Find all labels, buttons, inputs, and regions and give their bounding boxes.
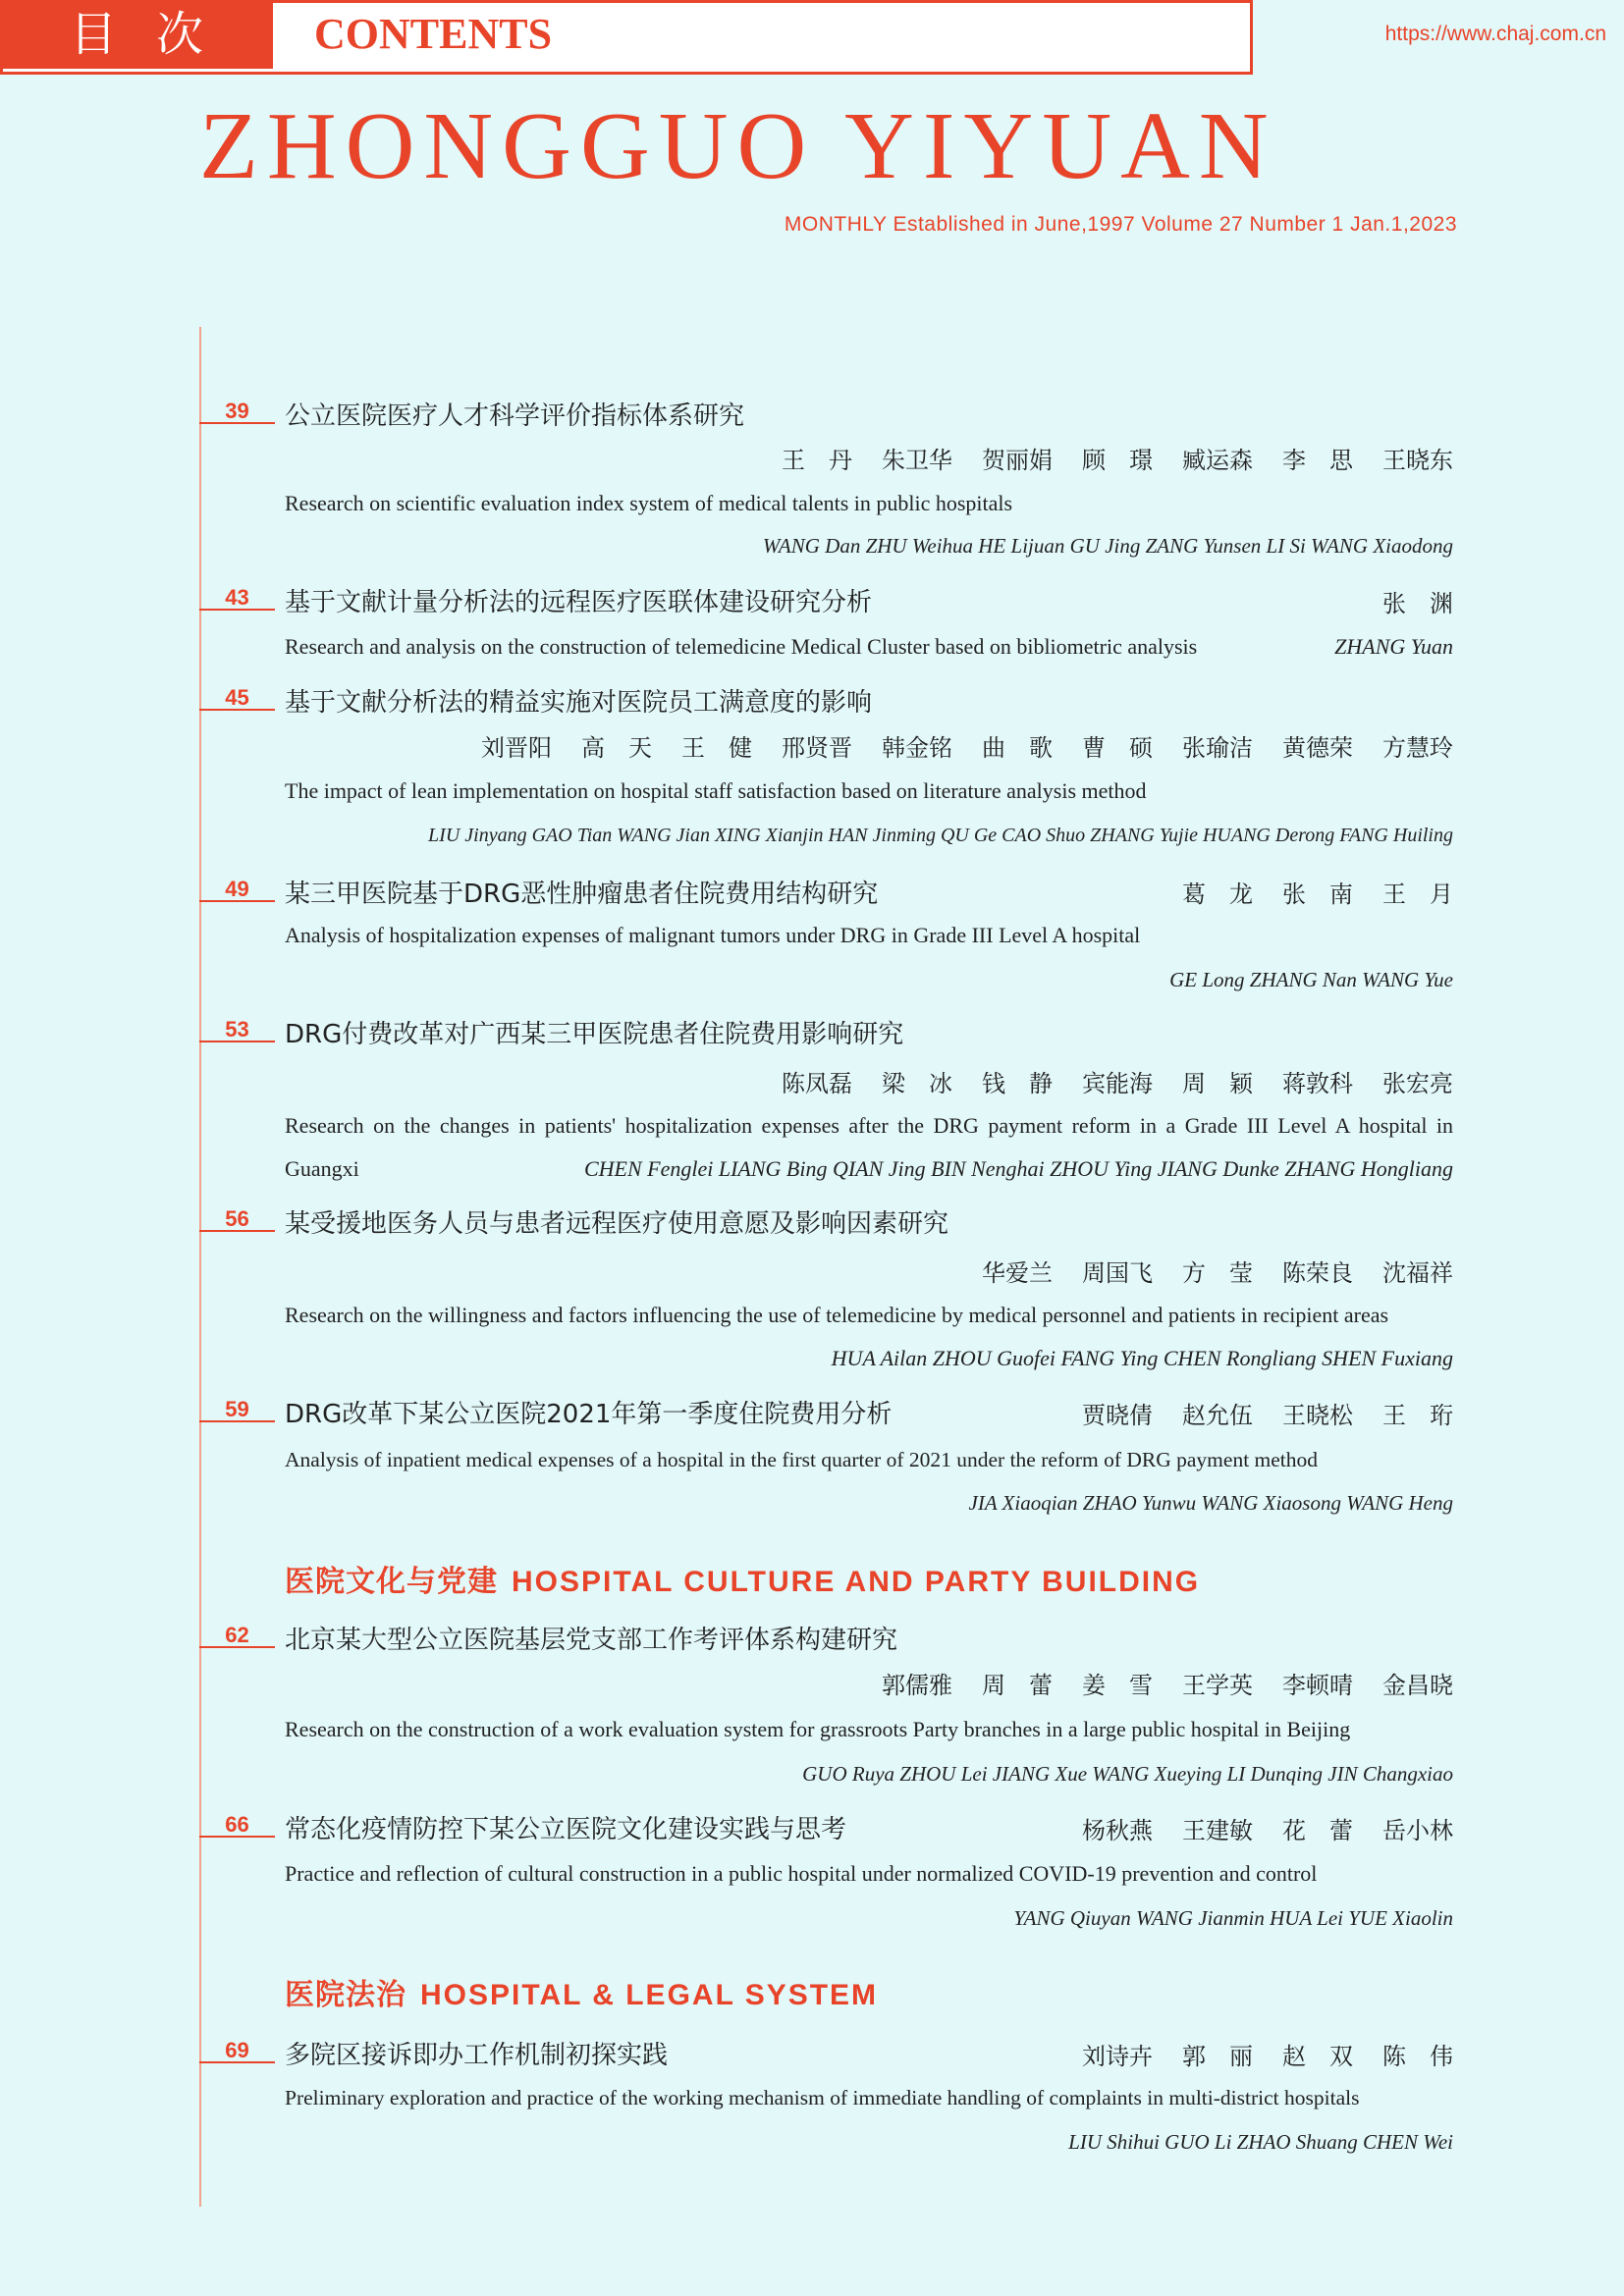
author-name: 王 健 bbox=[681, 734, 752, 762]
author-name: 陈荣良 bbox=[1282, 1259, 1353, 1287]
authors-en: JIA Xiaoqian ZHAO Yunwu WANG Xiaosong WANG Heng bbox=[968, 1491, 1453, 1515]
section-heading-en: HOSPITAL & LEGAL SYSTEM bbox=[420, 1979, 879, 2011]
page-number: 69 bbox=[199, 2040, 275, 2063]
article-title-cn[interactable]: 常态化疫情防控下某公立医院文化建设实践与思考 bbox=[285, 1815, 847, 1844]
author-name: 葛 龙 bbox=[1182, 881, 1253, 908]
author-name: 钱 静 bbox=[982, 1070, 1053, 1097]
author-name: 岳小林 bbox=[1382, 1817, 1453, 1844]
author-name: 姜 雪 bbox=[1082, 1672, 1153, 1699]
author-name: 贺丽娟 bbox=[982, 447, 1053, 474]
page-number: 62 bbox=[199, 1625, 275, 1648]
section-heading-cn: 医院法治 bbox=[285, 1978, 406, 2012]
article-title-en[interactable]: Analysis of hospitalization expenses of malignant tumors under DRG in Grade III Level A hospital bbox=[285, 923, 1141, 947]
author-name: 华爱兰 bbox=[982, 1259, 1053, 1287]
author-name: 曹 硕 bbox=[1082, 734, 1153, 762]
article-title-en[interactable]: Research on the construction of a work evaluation system for grassroots Party branches in a large public hospital in Beijing bbox=[285, 1717, 1351, 1741]
author-name: 郭儒雅 bbox=[882, 1672, 952, 1699]
authors-cn bbox=[452, 734, 1453, 762]
page-number: 56 bbox=[199, 1208, 275, 1232]
author-name: 张 南 bbox=[1282, 881, 1353, 908]
authors-en: ZHANG Yuan bbox=[1334, 634, 1453, 659]
article-title-cn[interactable]: 北京某大型公立医院基层党支部工作考评体系构建研究 bbox=[285, 1626, 898, 1655]
article-title-en[interactable]: Research on scientific evaluation index system of medical talents in public hospitals bbox=[285, 491, 1013, 515]
section-heading bbox=[285, 1557, 1200, 1600]
article-title-cn[interactable]: DRG付费改革对广西某三甲医院患者住院费用影响研究 bbox=[285, 1020, 904, 1049]
authors-en: LIU Shihui GUO Li ZHAO Shuang CHEN Wei bbox=[1068, 2130, 1453, 2154]
article-title-en[interactable]: Analysis of inpatient medical expenses of a hospital in the first quarter of 2021 under the reform of DRG payment method bbox=[285, 1448, 1319, 1471]
page-number: 53 bbox=[199, 1019, 275, 1042]
page-number: 39 bbox=[199, 400, 275, 424]
article-title-en-text: Research and analysis on the construction of telemedicine Medical Cluster based on bibliometric analysis bbox=[285, 634, 1198, 659]
author-name: 王建敏 bbox=[1182, 1817, 1253, 1844]
authors-cn bbox=[952, 1259, 1453, 1287]
article-title-cn[interactable]: 基于文献计量分析法的远程医疗医联体建设研究分析 bbox=[285, 588, 873, 617]
authors-cn bbox=[1053, 1402, 1453, 1429]
authors-en: GE Long ZHANG Nan WANG Yue bbox=[1169, 968, 1453, 991]
authors-cn bbox=[752, 1070, 1453, 1097]
author-name: 王 珩 bbox=[1382, 1402, 1453, 1429]
authors-en: HUA Ailan ZHOU Guofei FANG Ying CHEN Rongliang SHEN Fuxiang bbox=[831, 1346, 1453, 1370]
author-name: 李 思 bbox=[1282, 447, 1353, 474]
authors-cn bbox=[1153, 881, 1453, 908]
author-name: 周国飞 bbox=[1082, 1259, 1153, 1287]
section-heading-en: HOSPITAL CULTURE AND PARTY BUILDING bbox=[512, 1566, 1201, 1598]
author-name: 郭 丽 bbox=[1182, 2043, 1253, 2070]
authors-cn bbox=[1353, 590, 1453, 617]
article-title-en[interactable] bbox=[285, 1294, 1453, 1380]
author-name: 方慧玲 bbox=[1382, 734, 1453, 762]
author-name: 周 颖 bbox=[1182, 1070, 1253, 1097]
author-name: 王学英 bbox=[1182, 1672, 1253, 1699]
article-title-cn[interactable]: 某三甲医院基于DRG恶性肿瘤患者住院费用结构研究 bbox=[285, 880, 879, 909]
authors-cn bbox=[752, 447, 1453, 474]
author-name: 赵允伍 bbox=[1182, 1402, 1253, 1429]
article-title-en-text: Research on the changes in patients' hospitalization expenses after the DRG payment reform in a Grade III Level A hospital in Guangxi bbox=[285, 1113, 1453, 1181]
contents-header-bar bbox=[0, 0, 1606, 75]
article-title-cn[interactable]: 公立医院医疗人才科学评价指标体系研究 bbox=[285, 401, 745, 431]
author-name: 黄德荣 bbox=[1282, 734, 1353, 762]
author-name: 张宏亮 bbox=[1382, 1070, 1453, 1097]
website-link[interactable]: https://www.chaj.com.cn bbox=[1384, 23, 1606, 45]
article-title-en-text: Research on the willingness and factors influencing the use of telemedicine by medical personnel and patients in recipient areas bbox=[285, 1303, 1389, 1327]
article-title-cn[interactable]: 基于文献分析法的精益实施对医院员工满意度的影响 bbox=[285, 688, 873, 718]
author-name: 赵 双 bbox=[1282, 2043, 1353, 2070]
author-name: 顾 璟 bbox=[1082, 447, 1153, 474]
authors-en: LIU Jinyang GAO Tian WANG Jian XING Xianjin HAN Jinming QU Ge CAO Shuo ZHANG Yujie HUANG Derong FANG Huiling bbox=[428, 825, 1453, 846]
author-name: 张瑜洁 bbox=[1182, 734, 1253, 762]
author-name: 王 丹 bbox=[782, 447, 852, 474]
authors-en: WANG Dan ZHU Weihua HE Lijuan GU Jing ZANG Yunsen LI Si WANG Xiaodong bbox=[762, 534, 1453, 558]
author-name: 高 天 bbox=[581, 734, 652, 762]
author-name: 杨秋燕 bbox=[1082, 1817, 1153, 1844]
author-name: 刘晋阳 bbox=[481, 734, 552, 762]
article-title-cn[interactable]: 多院区接诉即办工作机制初探实践 bbox=[285, 2041, 669, 2070]
author-name: 花 蕾 bbox=[1282, 1817, 1353, 1844]
page-number: 45 bbox=[199, 687, 275, 711]
article-title-en[interactable] bbox=[285, 625, 1453, 668]
authors-cn bbox=[1053, 2043, 1453, 2070]
author-name: 贾晓倩 bbox=[1082, 1402, 1153, 1429]
section-heading bbox=[285, 1970, 878, 2013]
authors-cn bbox=[1053, 1817, 1453, 1844]
author-name: 沈福祥 bbox=[1382, 1259, 1453, 1287]
contents-title-en: CONTENTS bbox=[314, 10, 553, 58]
article-title-cn[interactable]: 某受援地医务人员与患者远程医疗使用意愿及影响因素研究 bbox=[285, 1209, 949, 1239]
article-title-en[interactable]: Preliminary exploration and practice of the working mechanism of immediate handling of complaints in multi-district hospitals bbox=[285, 2086, 1360, 2109]
author-name: 朱卫华 bbox=[882, 447, 952, 474]
author-name: 蒋敦科 bbox=[1282, 1070, 1353, 1097]
authors-en: CHEN Fenglei LIANG Bing QIAN Jing BIN Nenghai ZHOU Ying JIANG Dunke ZHANG Hongliang bbox=[583, 1156, 1453, 1181]
author-name: 方 莹 bbox=[1182, 1259, 1253, 1287]
author-name: 韩金铭 bbox=[882, 734, 952, 762]
author-name: 王 月 bbox=[1382, 881, 1453, 908]
author-name: 李顿晴 bbox=[1282, 1672, 1353, 1699]
section-heading-cn: 医院文化与党建 bbox=[285, 1565, 498, 1599]
author-name: 邢贤晋 bbox=[782, 734, 852, 762]
authors-en: YANG Qiuyan WANG Jianmin HUA Lei YUE Xiaolin bbox=[1013, 1906, 1453, 1930]
article-title-en[interactable] bbox=[285, 1104, 1453, 1191]
article-title-en[interactable]: Practice and reflection of cultural construction in a public hospital under normalized COVID-19 prevention and control bbox=[285, 1861, 1318, 1886]
author-name: 陈 伟 bbox=[1382, 2043, 1453, 2070]
author-name: 刘诗卉 bbox=[1082, 2043, 1153, 2070]
author-name: 宾能海 bbox=[1082, 1070, 1153, 1097]
page-number: 43 bbox=[199, 587, 275, 611]
author-name: 张 渊 bbox=[1382, 590, 1453, 617]
author-name: 周 蕾 bbox=[982, 1672, 1053, 1699]
article-title-cn[interactable]: DRG改革下某公立医院2021年第一季度住院费用分析 bbox=[285, 1400, 893, 1429]
author-name: 王晓东 bbox=[1382, 447, 1453, 474]
contents-title-cn: 目次 bbox=[0, 0, 273, 69]
author-name: 梁 冰 bbox=[882, 1070, 952, 1097]
author-name: 王晓松 bbox=[1282, 1402, 1353, 1429]
article-title-en[interactable]: The impact of lean implementation on hospital staff satisfaction based on literature analysis method bbox=[285, 778, 1147, 803]
page-number: 66 bbox=[199, 1814, 275, 1838]
page-number: 49 bbox=[199, 879, 275, 902]
page-number: 59 bbox=[199, 1399, 275, 1422]
author-name: 曲 歌 bbox=[982, 734, 1053, 762]
authors-cn bbox=[852, 1672, 1453, 1699]
authors-en: GUO Ruya ZHOU Lei JIANG Xue WANG Xueying LI Dunqing JIN Changxiao bbox=[802, 1762, 1453, 1786]
author-name: 金昌晓 bbox=[1382, 1672, 1453, 1699]
issue-info: MONTHLY Established in June,1997 Volume 27 Number 1 Jan.1,2023 bbox=[784, 213, 1457, 236]
author-name: 臧运森 bbox=[1182, 447, 1253, 474]
journal-title: ZHONGGUO YIYUAN bbox=[199, 93, 1277, 199]
author-name: 陈凤磊 bbox=[782, 1070, 852, 1097]
